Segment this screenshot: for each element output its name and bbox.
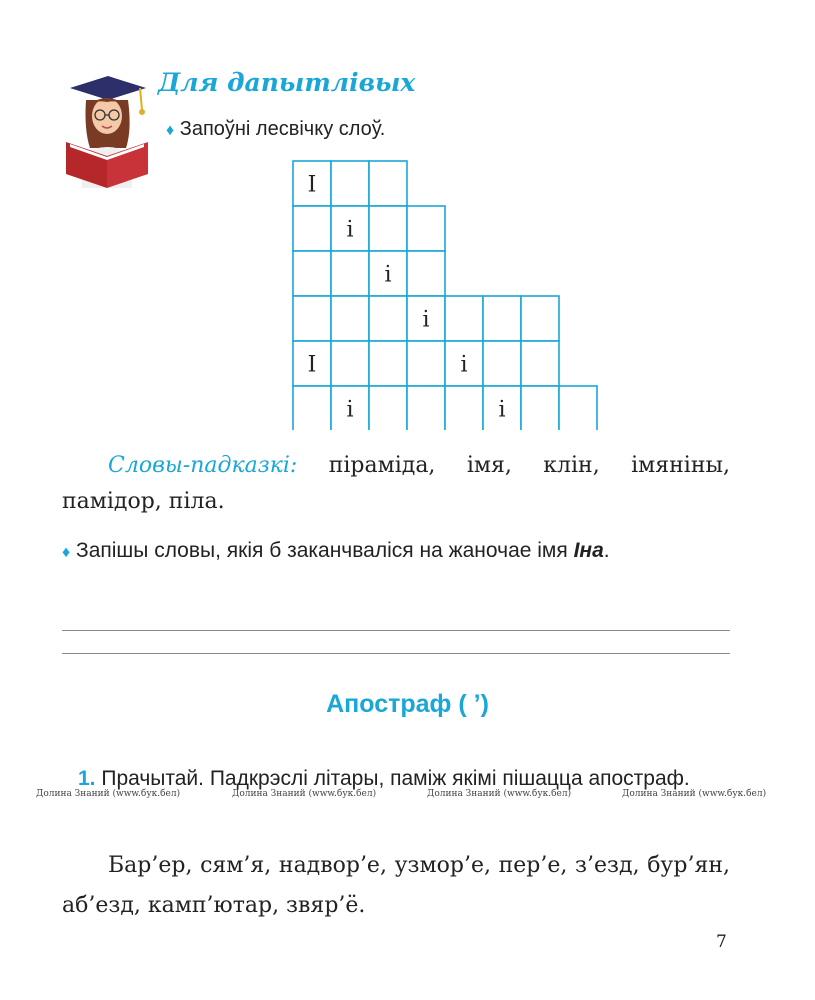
- ladder-letter: і: [346, 397, 354, 423]
- ladder-letter: і: [384, 262, 392, 288]
- ladder-cell: [445, 386, 483, 430]
- hint-label: Словы-падказкі:: [108, 453, 298, 478]
- section-title: Апостраф ( ’): [326, 690, 489, 718]
- ladder-cell: [407, 206, 445, 251]
- diamond-bullet-icon: ♦: [166, 122, 175, 139]
- ladder-cell: [407, 386, 445, 430]
- task-write-text: Запішы словы, якія б заканчваліся на жаночае імя: [76, 539, 574, 562]
- watermark-text: Долина Знаний (www.бук.бел): [232, 789, 377, 799]
- ladder-cell: [407, 341, 445, 386]
- ladder-cell: [521, 386, 559, 430]
- watermark-text: Долина Знаний (www.бук.бел): [36, 789, 181, 799]
- exercise-number: 1.: [78, 767, 96, 790]
- ladder-letter: І: [307, 172, 317, 198]
- watermark-text: Долина Знаний (www.бук.бел): [427, 789, 572, 799]
- exercise-1-words: [62, 846, 730, 926]
- watermark-text: Долина Знаний (www.бук.бел): [622, 789, 767, 799]
- ladder-cell: [293, 206, 331, 251]
- ladder-letter: і: [498, 397, 506, 423]
- ladder-letter: і: [346, 217, 354, 243]
- diamond-bullet-icon: ♦: [62, 544, 71, 561]
- ladder-cell: [483, 341, 521, 386]
- exercise-text: Прачытай. Падкрэслі літары, паміж якімі пішацца апостраф.: [95, 767, 690, 790]
- ladder-cell: [445, 296, 483, 341]
- task-write-name: Іна: [573, 539, 604, 562]
- ladder-cell: [369, 296, 407, 341]
- ladder-letter: і: [422, 307, 430, 333]
- hint-words: [62, 448, 730, 520]
- ladder-letter: і: [460, 352, 468, 378]
- ladder-cell: [369, 341, 407, 386]
- ladder-cell: [293, 386, 331, 430]
- ladder-letter: І: [307, 352, 317, 378]
- task-write-end: .: [603, 539, 610, 562]
- answer-line-2: [62, 653, 730, 654]
- ladder-cell: [483, 296, 521, 341]
- answer-line-1: [62, 630, 730, 631]
- ladder-cell: [521, 341, 559, 386]
- page-number: 7: [716, 932, 727, 952]
- ladder-cell: [521, 296, 559, 341]
- ladder-cell: [369, 206, 407, 251]
- ladder-cell: [331, 296, 369, 341]
- words-text: Бар’ер, сям’я, надвор’е, узмор’е, пер’е, з’езд, бур’ян, аб’езд, камп’ютар, звяр’ё.: [62, 853, 730, 918]
- ladder-cell: [369, 161, 407, 206]
- ladder-cell: [331, 251, 369, 296]
- section-heading: Для дапытлівых: [158, 68, 416, 97]
- task-write-words: [62, 536, 730, 568]
- ladder-cell: [331, 341, 369, 386]
- word-ladder-grid: [292, 160, 598, 430]
- hint-text: піраміда, імя, клін, імяніны, памідор, піла.: [62, 453, 730, 514]
- ladder-cell: [407, 251, 445, 296]
- teacher-illustration: [60, 70, 150, 190]
- task-ladder-instruction: [166, 118, 385, 141]
- ladder-cell: [293, 296, 331, 341]
- ladder-cell: [331, 161, 369, 206]
- task-ladder-text: Запоўні лесвічку слоў.: [179, 118, 386, 140]
- ladder-cell: [293, 251, 331, 296]
- ladder-cell: [559, 386, 597, 430]
- ladder-cell: [369, 386, 407, 430]
